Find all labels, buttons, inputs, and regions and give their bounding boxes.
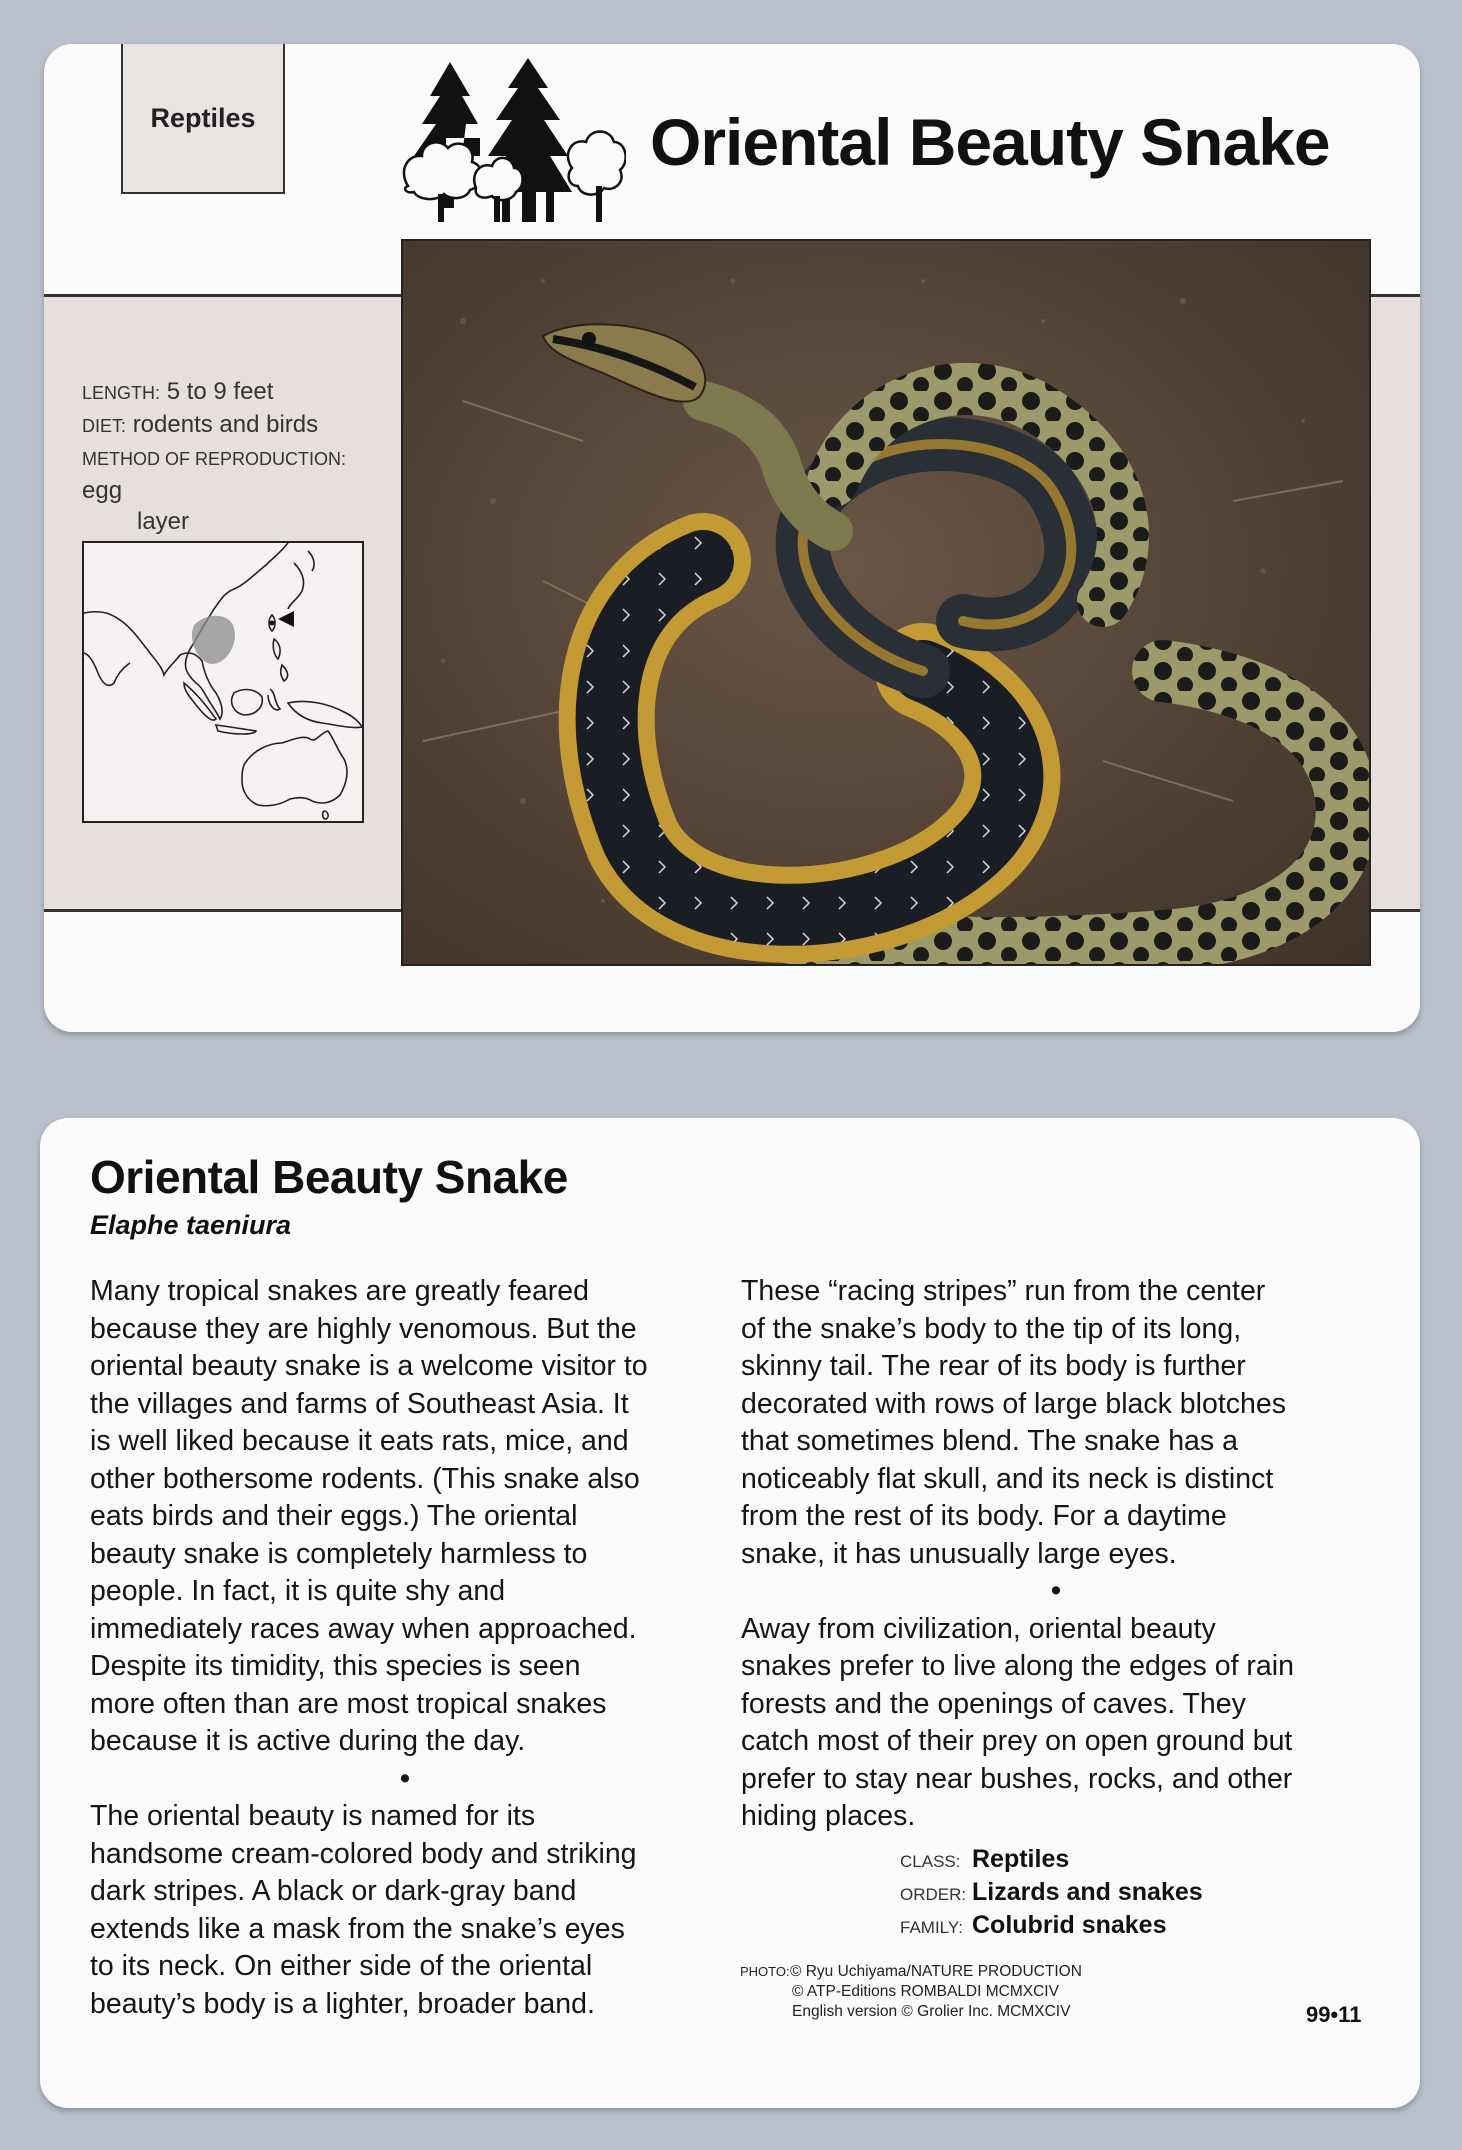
card-number: 99•11 — [1306, 2002, 1362, 2027]
fact-reproduction-cont: layer — [137, 508, 190, 535]
text-line: handsome cream-colored body and striking — [90, 1837, 637, 1870]
text-line: prefer to stay near bushes, rocks, and other — [741, 1762, 1293, 1795]
text-line: Away from civilization, oriental beauty — [741, 1612, 1216, 1645]
text-line: Many tropical snakes are greatly feared — [90, 1275, 590, 1307]
text-line: people. In fact, it is quite shy and — [90, 1575, 506, 1607]
fact-length: LENGTH: 5 to 9 feet — [82, 378, 274, 405]
text-line: snake, it has unusually large eyes. — [741, 1537, 1177, 1570]
paragraph-separator: • — [400, 1762, 410, 1795]
taxonomy — [900, 1844, 1203, 1943]
text-line: skinny tail. The rear of its body is further — [741, 1350, 1246, 1382]
taxonomy-family: FAMILY: Colubrid snakes — [900, 1911, 1167, 1939]
paragraph-separator: • — [1051, 1575, 1061, 1607]
back-title: Oriental Beauty Snake — [90, 1151, 568, 1203]
card-back — [40, 1118, 1420, 2108]
text-line: beauty’s body is a lighter, broader band. — [90, 1987, 595, 2020]
card-front — [44, 44, 1420, 1032]
scientific-name: Elaphe taeniura — [90, 1210, 292, 1240]
text-line: is well liked because it eats rats, mice, and — [90, 1425, 629, 1457]
photo-credits: PHOTO:© Ryu Uchiyama/NATURE PRODUCTION © ATP-Editions ROMBALDI MCMXCIV English version © Grolier Inc. MCMXCIV — [740, 1963, 1082, 2020]
text-line: snakes prefer to live along the edges of rain — [741, 1650, 1294, 1682]
text-line: from the rest of its body. For a daytime — [741, 1500, 1227, 1532]
text-line: the villages and farms of Southeast Asia. It — [90, 1387, 629, 1420]
text-line: noticeably flat skull, and its neck is distinct — [741, 1462, 1274, 1495]
range-map — [82, 541, 364, 823]
text-line: oriental beauty snake is a welcome visitor to — [90, 1350, 648, 1382]
text-line: eats birds and their eggs.) The oriental — [90, 1500, 578, 1532]
text-line: catch most of their prey on open ground but — [741, 1725, 1293, 1757]
text-line: of the snake’s body to the tip of its long, — [741, 1312, 1242, 1345]
snake-illustration — [403, 241, 1369, 964]
text-line: beauty snake is completely harmless to — [90, 1537, 588, 1570]
taxonomy-class: CLASS: Reptiles — [900, 1845, 1070, 1873]
text-line: These “racing stripes” run from the center — [741, 1275, 1266, 1307]
text-line: The oriental beauty is named for its — [90, 1800, 536, 1832]
text-line: decorated with rows of large black blotches — [741, 1387, 1286, 1420]
fact-reproduction: METHOD OF REPRODUCTION: egg — [82, 449, 346, 504]
text-line: dark stripes. A black or dark-gray band — [90, 1875, 577, 1907]
text-line: that sometimes blend. The snake has a — [741, 1425, 1238, 1457]
fact-diet: DIET: rodents and birds — [82, 411, 319, 438]
front-title: Oriental Beauty Snake — [650, 105, 1330, 179]
snake-photo — [401, 239, 1371, 966]
text-line: Despite its timidity, this species is seen — [90, 1650, 581, 1682]
text-line: to its neck. On either side of the oriental — [90, 1950, 593, 1982]
text-column-2 — [741, 1273, 1371, 1836]
text-line: because it is active during the day. — [90, 1725, 526, 1757]
text-line: because they are highly venomous. But the — [90, 1312, 637, 1345]
category-tab: Reptiles — [121, 44, 285, 194]
text-line: more often than are most tropical snakes — [90, 1687, 607, 1720]
text-line: forests and the openings of caves. They — [741, 1687, 1246, 1720]
text-line: other bothersome rodents. (This snake also — [90, 1462, 640, 1495]
text-column-1 — [90, 1273, 720, 2023]
range-map-icon — [84, 543, 362, 821]
text-line: extends like a mask from the snake’s eyes — [90, 1912, 625, 1945]
taxonomy-order: ORDER: Lizards and snakes — [900, 1878, 1203, 1906]
text-line: immediately races away when approached. — [90, 1612, 637, 1645]
forest-icon — [400, 58, 626, 228]
text-line: hiding places. — [741, 1800, 916, 1832]
